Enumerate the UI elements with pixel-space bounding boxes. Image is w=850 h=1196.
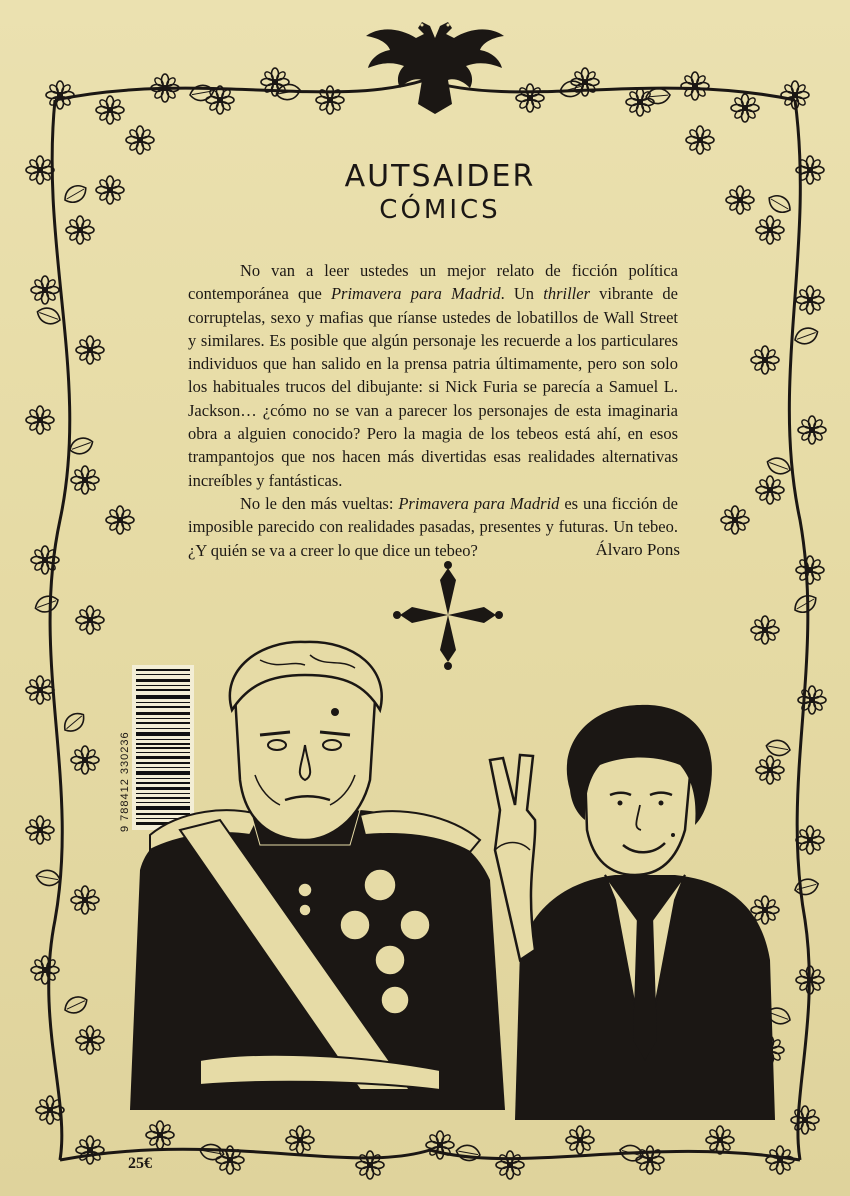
blurb-text bbox=[188, 259, 678, 562]
publisher-logo bbox=[340, 160, 540, 226]
price-label: 25€ bbox=[128, 1155, 152, 1172]
blurb-paragraph-1: No van a leer ustedes un mejor relato de ficción política contemporánea que Primavera para Madrid. Un thriller vibrante de corruptelas, sexo y mafias que ríanse ustedes de lobatillos de Wall Street y similares. Es posible que algún personaje les recuerde a los particulares individuos que han salido en la prensa patria últimamente, pero son solo los habituales trucos del dibujante: si Nick Furia se parecía a Samuel L. Jackson… ¿cómo no se van a parecer los personajes de esta imaginaria obra a alguien conocido? Pero la magia de los tebeos está ahí, en esos trampantojos que nos hacen más divertidas esas realidades alternativas increíbles y fantásticas. bbox=[188, 261, 678, 490]
logo-line-2: CÓMICS bbox=[379, 195, 501, 225]
blurb-paragraph-2: No le den más vueltas: Primavera para Madrid es una ficción de imposible parecido con realidades pasadas, presentes y futuras. Un tebeo. ¿Y quién se va a creer lo que dice un tebeo? bbox=[188, 493, 678, 560]
double-headed-eagle-icon bbox=[360, 8, 510, 118]
author-signature: Álvaro Pons bbox=[595, 540, 680, 559]
barcode-number: 9 788412 330236 bbox=[119, 731, 131, 832]
logo-line-1: AUTSAIDER bbox=[344, 159, 536, 194]
illustration-woman bbox=[475, 700, 780, 1120]
